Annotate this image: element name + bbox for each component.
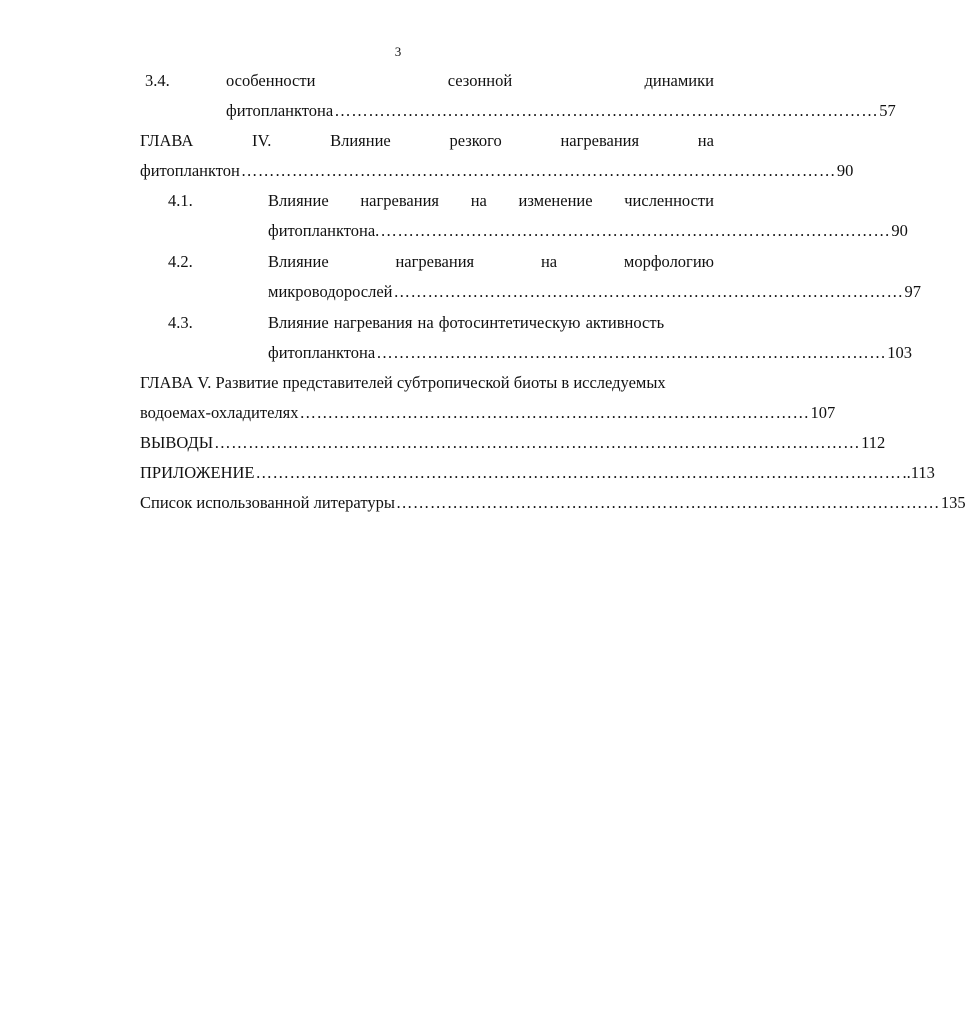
- toc-page-number: 90: [891, 221, 908, 240]
- toc-entry-text: фитопланктона: [268, 343, 376, 362]
- toc-page-number: 107: [810, 403, 836, 422]
- toc-entry-text: ГЛАВА V. Развитие представителей субтропической биоты в исследуемых: [140, 373, 666, 392]
- dot-leader: ……………………………………………………………………………………: [334, 101, 879, 120]
- toc-chapter-5-cont: [140, 402, 836, 424]
- toc-chapter-4-cont: [140, 160, 854, 182]
- toc-page-number: 90: [836, 161, 854, 180]
- dot-leader: ………………………………………………………………………………: [376, 343, 887, 362]
- dot-leader: ……………………………………………………………………………………: [395, 493, 940, 512]
- toc-entry-text: фитопланктона.: [268, 221, 380, 240]
- toc-entry-3-4-title: [226, 70, 714, 92]
- toc-entry-text: фитопланктон: [140, 161, 240, 180]
- toc-conclusions: [140, 432, 886, 454]
- toc-word: на: [540, 252, 558, 271]
- toc-word: нагревания: [360, 191, 439, 210]
- toc-chapter-5-title: [140, 372, 720, 394]
- toc-entry-text: микроводорослей: [268, 282, 393, 301]
- toc-word: сезонной: [447, 71, 513, 90]
- dot-leader: ………………………………………………………………………………: [393, 282, 904, 301]
- dot-leader: ……………………………………………………………………………………………………: [214, 433, 861, 452]
- toc-word: особенности: [226, 71, 316, 90]
- toc-appendix: [140, 462, 935, 484]
- dot-leader: ………………………………………………………………………………: [299, 403, 810, 422]
- toc-page-number: 112: [861, 433, 886, 452]
- toc-page-number: ..113: [902, 463, 935, 482]
- toc-entry-4-3-title: [268, 312, 714, 334]
- toc-entry-text: ВЫВОДЫ: [140, 433, 214, 452]
- toc-word: IV.: [251, 131, 272, 150]
- toc-entry-text: ПРИЛОЖЕНИЕ: [140, 463, 255, 482]
- toc-page-number: 57: [879, 101, 896, 120]
- toc-page-number: 135: [940, 493, 966, 512]
- toc-references: [140, 492, 966, 514]
- toc-word: нагревания: [560, 131, 640, 150]
- toc-chapter-4-title: [140, 130, 714, 152]
- toc-entry-text: Влияние нагревания на фотосинтетическую активность: [268, 313, 665, 332]
- toc-entry-4-1-cont: [268, 220, 908, 242]
- dot-leader: ………………………………………………………………………………: [380, 221, 891, 240]
- toc-section-number: 4.3.: [168, 313, 193, 332]
- toc-word: динамики: [644, 71, 714, 90]
- toc-section-number: 3.4.: [145, 71, 170, 90]
- toc-word: на: [470, 191, 487, 210]
- dot-leader: ……………………………………………………………………………………………………: [255, 463, 902, 482]
- toc-page-number: 97: [904, 282, 922, 301]
- toc-word: на: [697, 131, 714, 150]
- toc-word: Влияние: [268, 252, 329, 271]
- toc-entry-4-3-cont: [268, 342, 912, 364]
- toc-section-number: 4.1.: [168, 191, 193, 210]
- toc-entry-4-2-cont: [268, 281, 922, 303]
- toc-entry-4-2-title: [268, 251, 714, 273]
- toc-word: морфологию: [623, 252, 714, 271]
- toc-word: нагревания: [395, 252, 475, 271]
- toc-word: резкого: [449, 131, 502, 150]
- toc-entry-text: водоемах-охладителях: [140, 403, 299, 422]
- toc-entry-4-1-title: [268, 190, 714, 212]
- toc-word: изменение: [518, 191, 593, 210]
- dot-leader: ……………………………………………………………………………………………: [240, 161, 836, 180]
- toc-entry-text: Список использованной литературы: [140, 493, 395, 512]
- toc-word: ГЛАВА: [140, 131, 194, 150]
- toc-page-number: 103: [887, 343, 912, 362]
- toc-entry-3-4-cont: [226, 100, 896, 122]
- toc-word: Влияние: [268, 191, 329, 210]
- toc-section-number: 4.2.: [168, 252, 193, 271]
- page-number: 3: [394, 44, 402, 59]
- toc-entry-text: фитопланктона: [226, 101, 334, 120]
- toc-word: Влияние: [330, 131, 391, 150]
- toc-word: численности: [624, 191, 714, 210]
